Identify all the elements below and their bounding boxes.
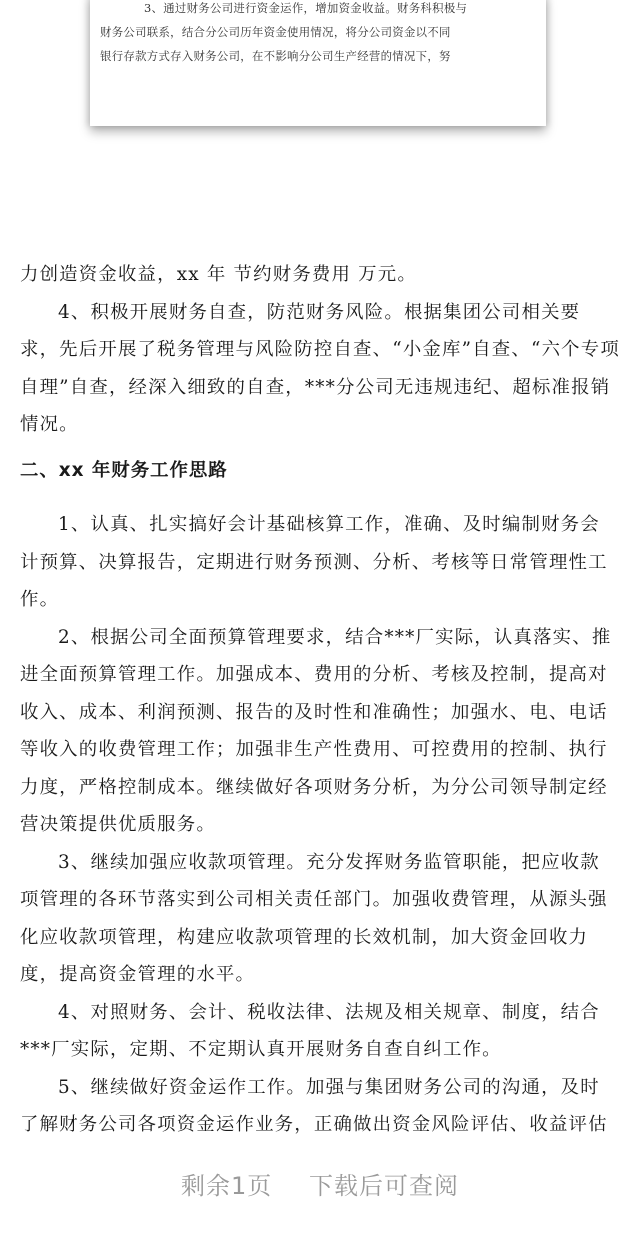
download-hint-label: 下载后可查阅 <box>308 1172 459 1200</box>
paragraph-line: ***厂实际，定期、不定期认真开展财务自查自纠工作。 <box>20 1039 502 1060</box>
paragraph-line: 力度，严格控制成本。继续做好各项财务分析，为分公司领导制定经 <box>20 776 608 798</box>
page-preview-card <box>90 0 546 126</box>
paragraph-line: 营决策提供优质服务。 <box>20 814 216 835</box>
preview-line: 3、通过财务公司进行资金运作，增加资金收益。财务科积极与 <box>144 1 468 15</box>
paragraph-line: 等收入的收费管理工作；加强非生产性费用、可控费用的控制、执行 <box>20 739 608 760</box>
section-1-text <box>20 256 624 444</box>
paragraph-line: 计预算、决算报告，定期进行财务预测、分析、考核等日常管理性工 <box>20 551 608 573</box>
paragraph-line: 求，先后开展了税务管理与风险防控自查、“小金库”自查、“六个专项 <box>20 339 620 360</box>
remaining-pages-label: 剩余1页 <box>181 1172 273 1200</box>
paragraph-line: 4、对照财务、会计、税收法律、法规及相关规章、制度，结合 <box>58 1001 600 1023</box>
paragraph-line: 5、继续做好资金运作工作。加强与集团财务公司的沟通，及时 <box>58 1076 600 1098</box>
section-heading: 二、xx 年财务工作思路 <box>20 460 228 481</box>
section-2-text <box>20 506 624 1144</box>
paragraph-line: 收入、成本、利润预测、报告的及时性和准确性；加强水、电、电话 <box>20 701 608 723</box>
preview-line: 财务公司联系，结合分公司历年资金使用情况，将分公司资金以不同 <box>100 25 451 39</box>
download-to-read-more-button[interactable] <box>0 1166 640 1201</box>
paragraph-line: 力创造资金收益，xx 年 节约财务费用 万元。 <box>20 264 417 285</box>
paragraph-line: 3、继续加强应收款项管理。充分发挥财务监管职能，把应收款 <box>58 851 600 873</box>
paragraph-line: 了解财务公司各项资金运作业务，正确做出资金风险评估、收益评估 <box>20 1114 608 1135</box>
paragraph-line: 1、认真、扎实搞好会计基础核算工作，准确、及时编制财务会 <box>58 514 600 535</box>
paragraph-line: 进全面预算管理工作。加强成本、费用的分析、考核及控制，提高对 <box>20 664 608 685</box>
preview-line: 银行存款方式存入财务公司，在不影响分公司生产经营的情况下，努 <box>100 49 451 63</box>
paragraph-line: 度，提高资金管理的水平。 <box>20 964 256 985</box>
paragraph-line: 化应收款项管理，构建应收款项管理的长效机制，加大资金回收力 <box>20 926 589 948</box>
paragraph-line: 情况。 <box>20 414 79 435</box>
paragraph-line: 2、根据公司全面预算管理要求，结合***厂实际，认真落实、推 <box>58 626 612 648</box>
paragraph-line: 项管理的各环节落实到公司相关责任部门。加强收费管理，从源头强 <box>20 889 608 910</box>
paragraph-line: 作。 <box>20 589 60 610</box>
paragraph-line: 自理”自查，经深入细致的自查，***分公司无违规违纪、超标准报销 <box>20 376 611 398</box>
paragraph-line: 4、积极开展财务自查，防范财务风险。根据集团公司相关要 <box>58 301 581 323</box>
